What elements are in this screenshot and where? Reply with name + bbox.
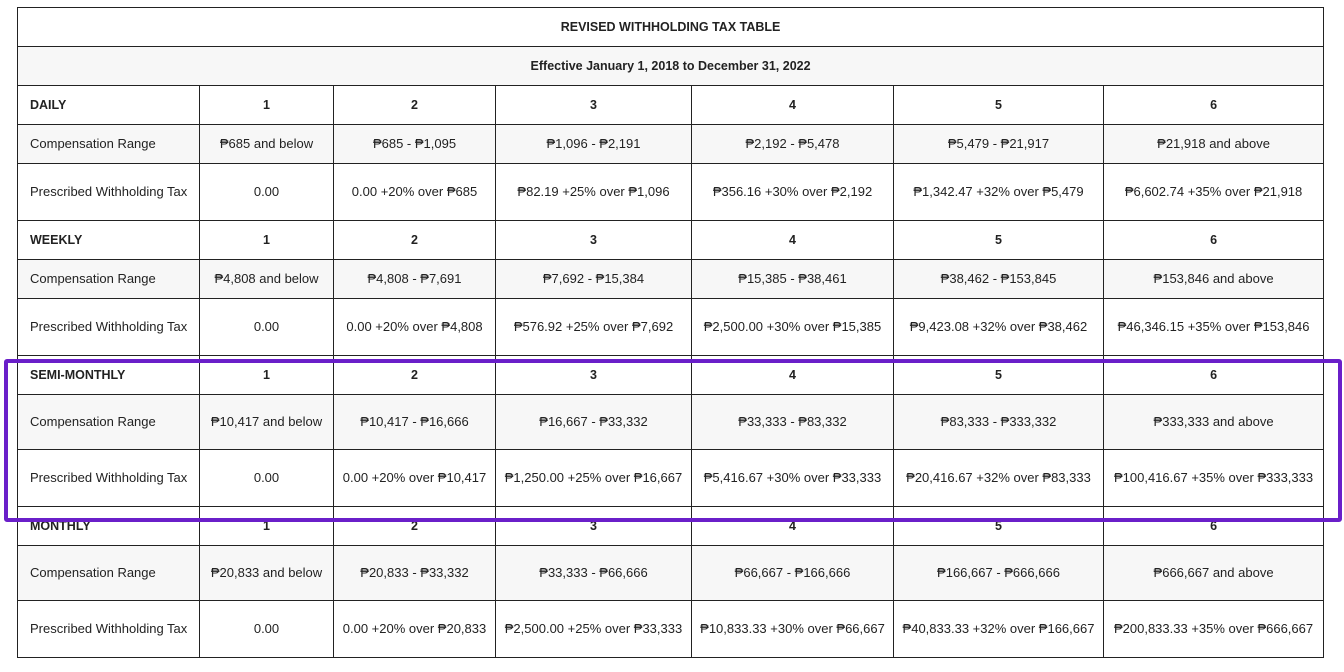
table-cell: ₱82.19 +25% over ₱1,096 (496, 164, 692, 221)
table-cell: ₱100,416.67 +35% over ₱333,333 (1104, 450, 1324, 507)
table-cell: ₱685 - ₱1,095 (334, 125, 496, 164)
table-cell: ₱1,342.47 +32% over ₱5,479 (894, 164, 1104, 221)
table-cell: ₱20,416.67 +32% over ₱83,333 (894, 450, 1104, 507)
column-header: 6 (1104, 356, 1324, 395)
table-cell: 0.00 (200, 299, 334, 356)
withholding-row-weekly (18, 299, 1324, 356)
table-cell: ₱33,333 - ₱66,666 (496, 546, 692, 601)
table-title: REVISED WITHHOLDING TAX TABLE (18, 8, 1324, 47)
column-header: 4 (692, 356, 894, 395)
withholding-row-monthly (18, 601, 1324, 658)
column-header: 2 (334, 221, 496, 260)
table-cell: ₱1,250.00 +25% over ₱16,667 (496, 450, 692, 507)
table-cell: ₱333,333 and above (1104, 395, 1324, 450)
table-title-row (18, 8, 1324, 47)
table-cell: ₱1,096 - ₱2,191 (496, 125, 692, 164)
withholding-tax-table (17, 7, 1324, 658)
table-cell: ₱15,385 - ₱38,461 (692, 260, 894, 299)
table-cell: ₱66,667 - ₱166,666 (692, 546, 894, 601)
column-header: 3 (496, 86, 692, 125)
table-cell: ₱4,808 - ₱7,691 (334, 260, 496, 299)
column-header: 6 (1104, 221, 1324, 260)
table-cell: ₱20,833 - ₱33,332 (334, 546, 496, 601)
row-label: Prescribed Withholding Tax (18, 164, 200, 221)
table-cell: ₱166,667 - ₱666,666 (894, 546, 1104, 601)
tax-table-wrapper (17, 7, 1323, 658)
column-header: 2 (334, 356, 496, 395)
table-cell: ₱153,846 and above (1104, 260, 1324, 299)
table-cell: ₱10,417 - ₱16,666 (334, 395, 496, 450)
column-header: 5 (894, 221, 1104, 260)
table-cell: 0.00 +20% over ₱4,808 (334, 299, 496, 356)
section-name: MONTHLY (18, 507, 200, 546)
column-header: 3 (496, 507, 692, 546)
column-header: 1 (200, 356, 334, 395)
row-label: Prescribed Withholding Tax (18, 601, 200, 658)
column-header: 4 (692, 221, 894, 260)
table-cell: ₱40,833.33 +32% over ₱166,667 (894, 601, 1104, 658)
section-header-row-monthly (18, 507, 1324, 546)
withholding-row-daily (18, 164, 1324, 221)
column-header: 5 (894, 86, 1104, 125)
table-cell: 0.00 +20% over ₱10,417 (334, 450, 496, 507)
column-header: 3 (496, 221, 692, 260)
table-cell: ₱46,346.15 +35% over ₱153,846 (1104, 299, 1324, 356)
table-cell: ₱10,833.33 +30% over ₱66,667 (692, 601, 894, 658)
table-cell: ₱2,500.00 +30% over ₱15,385 (692, 299, 894, 356)
table-cell: ₱5,416.67 +30% over ₱33,333 (692, 450, 894, 507)
column-header: 2 (334, 507, 496, 546)
compensation-row-weekly (18, 260, 1324, 299)
table-cell: ₱33,333 - ₱83,332 (692, 395, 894, 450)
table-cell: 0.00 (200, 164, 334, 221)
table-cell: ₱21,918 and above (1104, 125, 1324, 164)
row-label: Prescribed Withholding Tax (18, 299, 200, 356)
row-label: Prescribed Withholding Tax (18, 450, 200, 507)
section-header-row-weekly (18, 221, 1324, 260)
row-label: Compensation Range (18, 395, 200, 450)
table-cell: ₱20,833 and below (200, 546, 334, 601)
column-header: 6 (1104, 507, 1324, 546)
table-cell: 0.00 (200, 601, 334, 658)
withholding-row-semi-monthly (18, 450, 1324, 507)
compensation-row-daily (18, 125, 1324, 164)
table-cell: ₱6,602.74 +35% over ₱21,918 (1104, 164, 1324, 221)
column-header: 4 (692, 86, 894, 125)
table-cell: ₱685 and below (200, 125, 334, 164)
table-cell: 0.00 +20% over ₱685 (334, 164, 496, 221)
column-header: 4 (692, 507, 894, 546)
table-cell: ₱4,808 and below (200, 260, 334, 299)
table-cell: 0.00 (200, 450, 334, 507)
section-name: WEEKLY (18, 221, 200, 260)
column-header: 1 (200, 86, 334, 125)
table-cell: ₱5,479 - ₱21,917 (894, 125, 1104, 164)
table-cell: ₱356.16 +30% over ₱2,192 (692, 164, 894, 221)
compensation-row-semi-monthly (18, 395, 1324, 450)
column-header: 2 (334, 86, 496, 125)
table-subtitle: Effective January 1, 2018 to December 31, 2022 (18, 47, 1324, 86)
section-name: SEMI-MONTHLY (18, 356, 200, 395)
table-subtitle-row (18, 47, 1324, 86)
table-cell: ₱38,462 - ₱153,845 (894, 260, 1104, 299)
table-cell: ₱16,667 - ₱33,332 (496, 395, 692, 450)
row-label: Compensation Range (18, 546, 200, 601)
row-label: Compensation Range (18, 125, 200, 164)
table-cell: ₱10,417 and below (200, 395, 334, 450)
section-name: DAILY (18, 86, 200, 125)
column-header: 6 (1104, 86, 1324, 125)
column-header: 5 (894, 507, 1104, 546)
column-header: 3 (496, 356, 692, 395)
table-cell: ₱2,500.00 +25% over ₱33,333 (496, 601, 692, 658)
column-header: 5 (894, 356, 1104, 395)
column-header: 1 (200, 221, 334, 260)
section-header-row-daily (18, 86, 1324, 125)
section-header-row-semi-monthly (18, 356, 1324, 395)
row-label: Compensation Range (18, 260, 200, 299)
column-header: 1 (200, 507, 334, 546)
table-cell: ₱576.92 +25% over ₱7,692 (496, 299, 692, 356)
table-cell: ₱9,423.08 +32% over ₱38,462 (894, 299, 1104, 356)
table-cell: 0.00 +20% over ₱20,833 (334, 601, 496, 658)
compensation-row-monthly (18, 546, 1324, 601)
table-cell: ₱666,667 and above (1104, 546, 1324, 601)
table-cell: ₱200,833.33 +35% over ₱666,667 (1104, 601, 1324, 658)
table-cell: ₱2,192 - ₱5,478 (692, 125, 894, 164)
table-cell: ₱7,692 - ₱15,384 (496, 260, 692, 299)
table-cell: ₱83,333 - ₱333,332 (894, 395, 1104, 450)
